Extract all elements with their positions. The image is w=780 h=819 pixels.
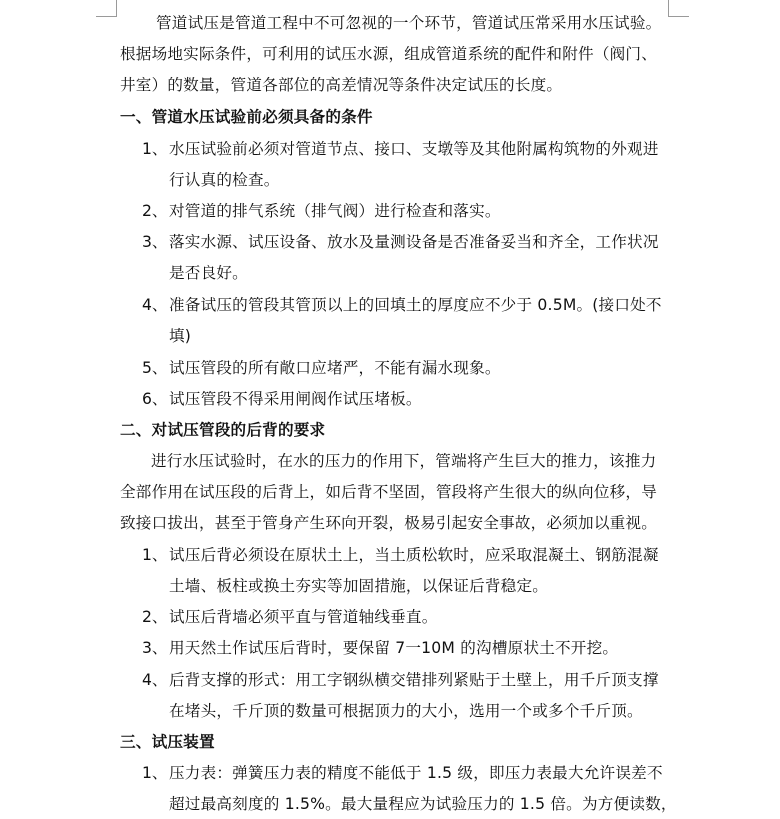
intro-line: 井室）的数量，管道各部位的高差情况等条件决定试压的长度。 <box>120 76 563 94</box>
list-item-number: 1、 <box>142 764 168 782</box>
list-item-number: 6、 <box>142 390 168 408</box>
list-item-number: 3、 <box>142 233 168 251</box>
list-item-text: 用天然土作试压后背时，要保留 7一10M 的沟槽原状土不开挖。 <box>169 639 619 657</box>
list-item-text: 压力表：弹簧压力表的精度不能低于 1.5 级，即压力表最大允许误差不 <box>169 764 663 782</box>
intro-line: 管道试压是管道工程中不可忽视的一个环节，管道试压常采用水压试验。 <box>156 14 662 32</box>
list-item-text: 是否良好。 <box>169 264 248 282</box>
intro-line: 根据场地实际条件，可利用的试压水源，组成管道系统的配件和附件（阀门、 <box>120 45 657 63</box>
section-heading: 一、管道水压试验前必须具备的条件 <box>120 108 373 126</box>
list-item-text: 填) <box>169 327 192 345</box>
list-item-number: 4、 <box>142 671 168 689</box>
list-item-number: 1、 <box>142 140 168 158</box>
list-item-number: 2、 <box>142 608 168 626</box>
list-item-number: 2、 <box>142 202 168 220</box>
list-item-text: 超过最高刻度的 1.5%。最大量程应为试验压力的 1.5 倍。为方便读数， <box>169 795 677 813</box>
list-item-text: 水压试验前必须对管道节点、接口、支墩等及其他附属构筑物的外观进 <box>169 140 659 158</box>
list-item-text: 在堵头，千斤顶的数量可根据顶力的大小，选用一个或多个千斤顶。 <box>169 702 643 720</box>
list-item-text: 试压后背必须设在原状土上，当土质松软时，应采取混凝土、钢筋混凝 <box>169 546 659 564</box>
list-item-text: 对管道的排气系统（排气阀）进行检查和落实。 <box>169 202 501 220</box>
list-item-text: 试压后背墙必须平直与管道轴线垂直。 <box>169 608 438 626</box>
list-item-text: 试压管段的所有敞口应堵严，不能有漏水现象。 <box>169 359 501 377</box>
paragraph-line: 进行水压试验时，在水的压力的作用下，管端将产生巨大的推力，该推力 <box>151 452 657 470</box>
section-heading: 二、对试压管段的后背的要求 <box>120 421 326 439</box>
paragraph-line: 致接口拔出，甚至于管身产生环向开裂，极易引起安全事故，必须加以重视。 <box>120 514 657 532</box>
margin-corner-mark-right <box>668 0 689 17</box>
list-item-text: 落实水源、试压设备、放水及量测设备是否准备妥当和齐全，工作状况 <box>169 233 659 251</box>
list-item-number: 3、 <box>142 639 168 657</box>
list-item-text: 土墙、板柱或换土夯实等加固措施，以保证后背稳定。 <box>169 577 549 595</box>
list-item-text: 后背支撑的形式：用工字钢纵横交错排列紧贴于土壁上，用千斤顶支撑 <box>169 671 659 689</box>
list-item-number: 1、 <box>142 546 168 564</box>
section-heading: 三、试压装置 <box>120 733 215 751</box>
list-item-text: 准备试压的管段其管顶以上的回填土的厚度应不少于 0.5M。(接口处不 <box>169 296 662 314</box>
list-item-number: 5、 <box>142 359 168 377</box>
list-item-text: 试压管段不得采用闸阀作试压堵板。 <box>169 390 422 408</box>
paragraph-line: 全部作用在试压段的后背上，如后背不坚固，管段将产生很大的纵向位移，导 <box>120 483 657 501</box>
list-item-text: 行认真的检查。 <box>169 171 280 189</box>
margin-corner-mark-left <box>96 0 117 17</box>
list-item-number: 4、 <box>142 296 168 314</box>
